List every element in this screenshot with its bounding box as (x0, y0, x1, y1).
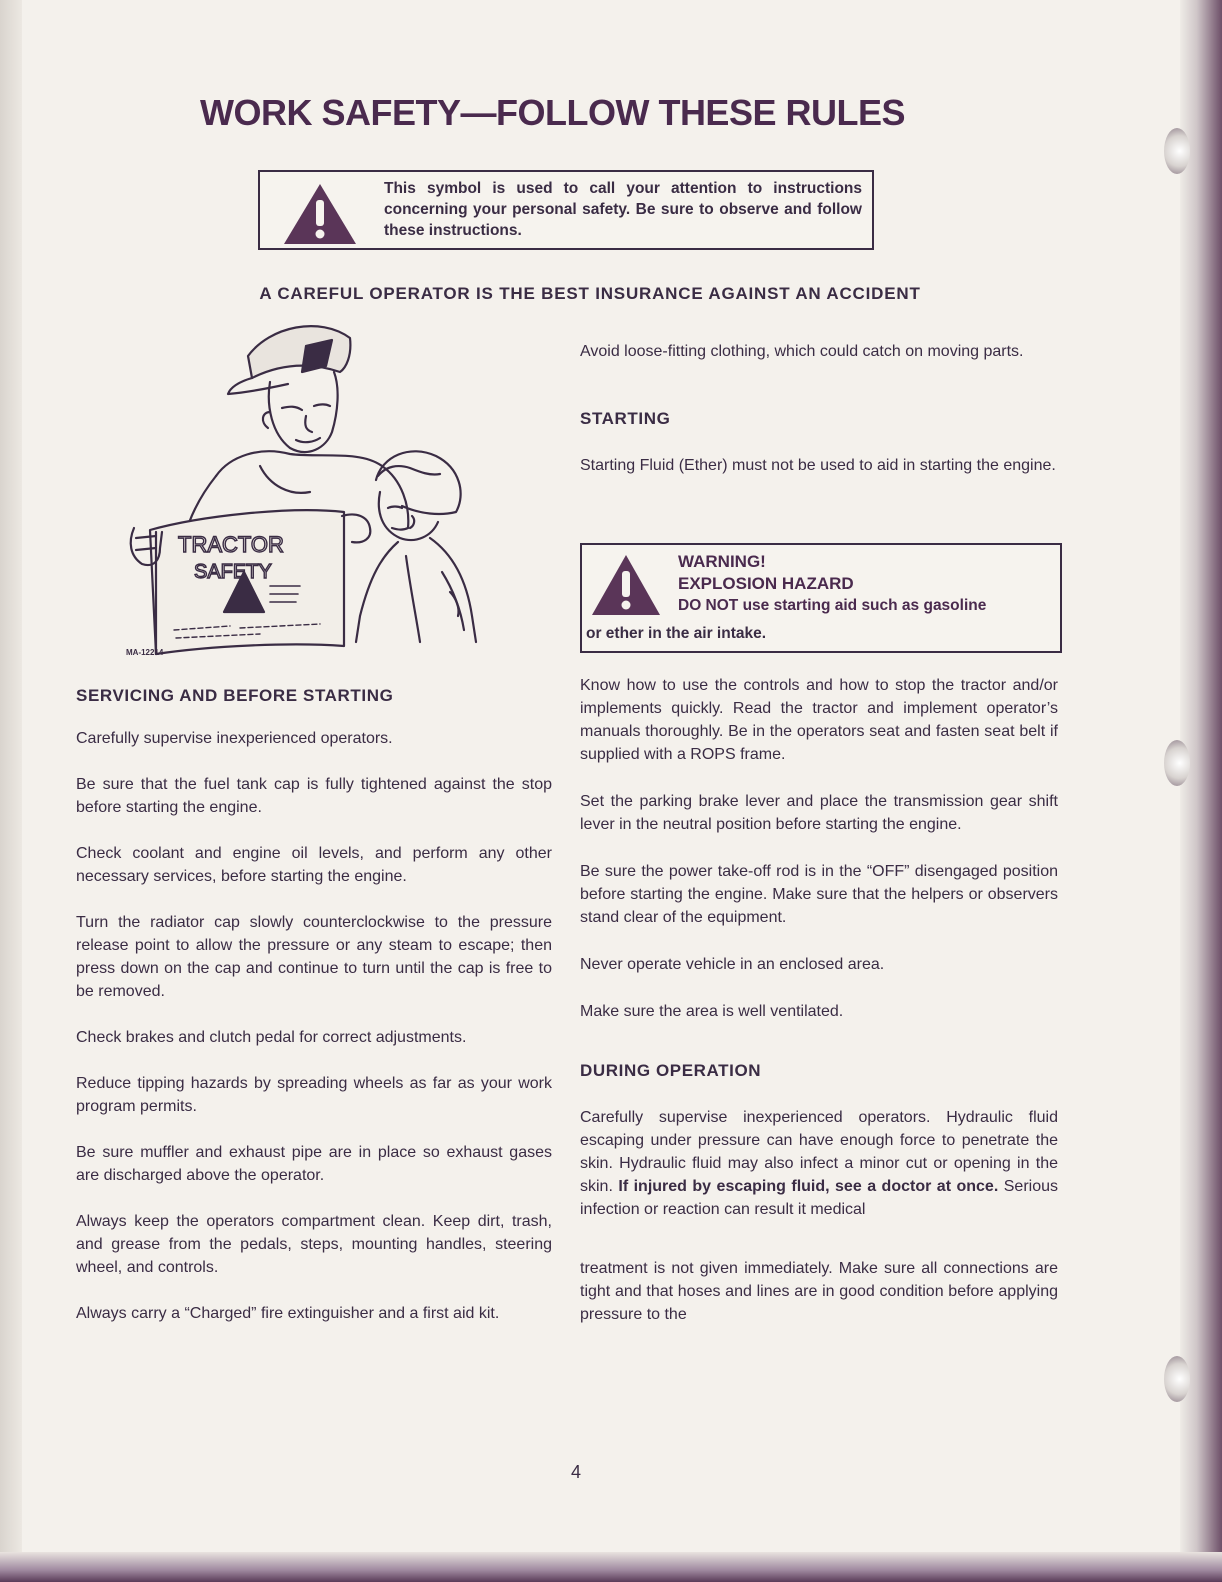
symbol-notice-text: This symbol is used to call your attention to instructions concerning your personal safety. Be sure to observe and follow these instructions. (384, 180, 862, 239)
servicing-heading: SERVICING AND BEFORE STARTING (76, 686, 394, 705)
starting-text: Starting Fluid (Ether) must not be used to aid in starting the engine. (580, 457, 1056, 474)
right-intro: Avoid loose-fitting clothing, which could catch on moving parts. (580, 343, 1024, 360)
warning-line-4: or ether in the air intake. (586, 625, 767, 642)
warning-lines (678, 551, 986, 617)
right-column (580, 340, 1058, 477)
page-edge-left (0, 0, 22, 1582)
left-paragraph-6: Reduce tipping hazards by spreading wheels as far as your work program permits. (76, 1075, 552, 1115)
right-paragraph-2: Set the parking brake lever and place the transmission gear shift lever in the neutral position before starting the engine. (580, 793, 1058, 833)
page-number: 4 (571, 1462, 582, 1482)
left-paragraph-5: Check brakes and clutch pedal for correct adjustments. (76, 1029, 467, 1046)
right-paragraph-5: Make sure the area is well ventilated. (580, 1003, 844, 1020)
binding-hole-top (1164, 128, 1190, 174)
left-paragraph-3: Check coolant and engine oil levels, and perform any other necessary services, before starting the engine. (76, 845, 552, 885)
tractor-safety-illustration (120, 316, 500, 656)
left-column (76, 684, 552, 1325)
safety-symbol-notice (258, 170, 874, 250)
starting-heading: STARTING (580, 409, 671, 428)
left-paragraph-1: Carefully supervise inexperienced operators. (76, 730, 393, 747)
warning-triangle-icon (282, 182, 358, 246)
left-paragraph-4: Turn the radiator cap slowly counterclockwise to the pressure release point to allow the pressure or any steam to escape; then press down on the cap and continue to turn until the cap is free to be removed. (76, 914, 552, 1000)
operation-text-plain: Carefully supervise inexperienced operators. Hydraulic fluid escaping under pressure can have enough force to penetrate the skin. Hydraulic fluid may also infect a minor cut or opening in the skin. (580, 1109, 1058, 1195)
operation-text-end: Serious infection or reaction can result it medical (580, 1178, 1058, 1218)
left-paragraph-2: Be sure that the fuel tank cap is fully tightened against the stop before starting the engine. (76, 776, 552, 816)
warning-hazard: EXPLOSION HAZARD (678, 574, 854, 593)
sign-line-1: TRACTOR (178, 532, 284, 557)
left-paragraph-8: Always keep the operators compartment clean. Keep dirt, trash, and grease from the pedals, steps, mounting handles, steering wheel, and controls. (76, 1213, 552, 1276)
left-paragraph-9: Always carry a “Charged” fire extinguisher and a first aid kit. (76, 1305, 500, 1322)
right-paragraph-3: Be sure the power take-off rod is in the “OFF” disengaged position before starting the engine. Make sure that the helpers or observers stand clear of the equipment. (580, 863, 1058, 926)
binding-hole-bottom (1164, 1356, 1190, 1402)
page-edge-bottom (0, 1552, 1222, 1582)
binding-hole-middle (1164, 740, 1190, 786)
figure-id: MA-12214 (126, 648, 164, 657)
operation-paragraph (580, 1106, 1058, 1221)
right-paragraph-1: Know how to use the controls and how to stop the tractor and/or implements quickly. Read the tractor and implement operator’s manuals thoroughly. Be in the operators seat and fasten seat belt if supplied with a ROPS frame. (580, 677, 1058, 763)
warning-title: WARNING! (678, 552, 766, 571)
operation-text-bold: If injured by escaping fluid, see a doctor at once. (618, 1178, 999, 1195)
page-edge-right (1180, 0, 1222, 1582)
right-paragraph-4: Never operate vehicle in an enclosed area. (580, 956, 885, 973)
careful-operator-banner: A CAREFUL OPERATOR IS THE BEST INSURANCE AGAINST AN ACCIDENT (259, 284, 921, 303)
right-column-lower (580, 674, 1058, 1326)
warning-triangle-icon (590, 553, 662, 617)
operation-heading: DURING OPERATION (580, 1061, 762, 1080)
explosion-warning-box (580, 543, 1062, 653)
warning-line-3: DO NOT use starting aid such as gasoline (678, 597, 987, 614)
left-paragraph-7: Be sure muffler and exhaust pipe are in place so exhaust gases are discharged above the operator. (76, 1144, 552, 1184)
sign-line-2: SAFETY (194, 561, 272, 583)
page-title: WORK SAFETY—FOLLOW THESE RULES (200, 92, 905, 133)
operation-continued: treatment is not given immediately. Make sure all connections are tight and that hoses and lines are in good condition before applying pressure to the (580, 1260, 1058, 1323)
